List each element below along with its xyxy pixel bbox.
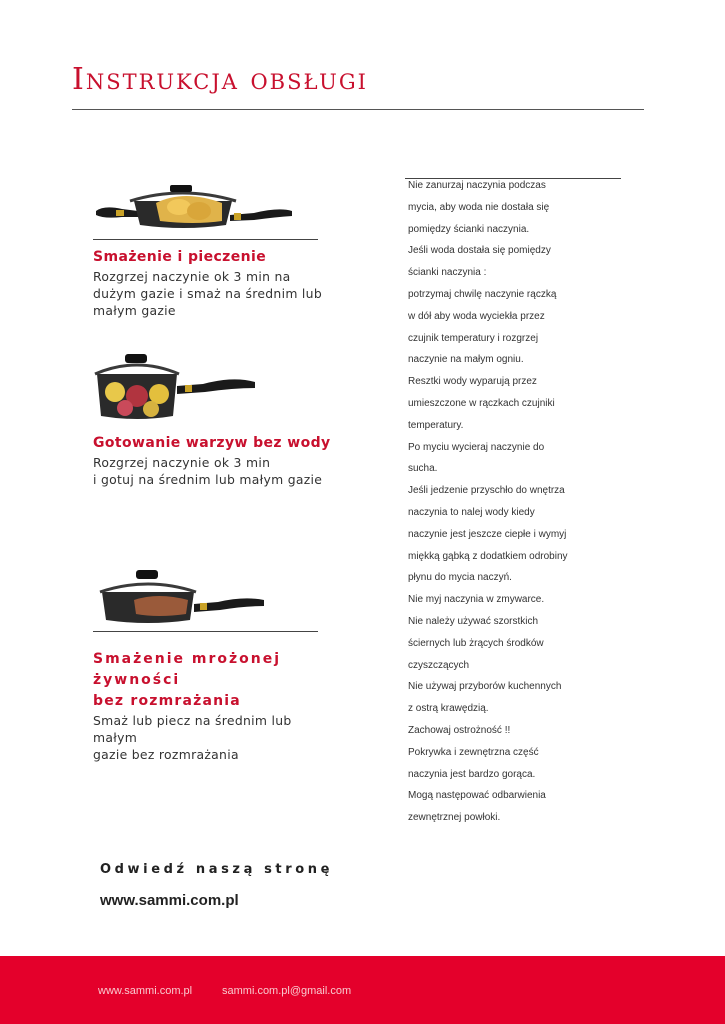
care-line: Jeśli jedzenie przyschło do wnętrza — [408, 485, 565, 497]
care-line: w dół aby woda wyciekła przez — [408, 310, 545, 322]
care-line: Pokrywka i zewnętrzna część — [408, 746, 539, 758]
care-line: Mogą następować odbarwienia — [408, 790, 546, 802]
footer-email-link[interactable]: sammi.com.pl@gmail.com — [222, 985, 352, 997]
care-line: zewnętrznej powłoki. — [408, 812, 501, 824]
care-instructions — [408, 175, 628, 829]
section-text-line: Rozgrzej naczynie ok 3 min na — [93, 269, 291, 284]
care-line: czyszczących — [408, 659, 470, 671]
section-text-line: Smaż lub piecz na średnim lub małym — [93, 713, 292, 745]
section-heading: Gotowanie warzyw bez wody — [93, 435, 331, 451]
care-line: Po myciu wycieraj naczynie do — [408, 441, 545, 453]
care-line: potrzymaj chwilę naczynie rączką — [408, 288, 557, 300]
title-divider — [72, 109, 644, 110]
section-heading: bez rozmrażania — [93, 693, 241, 709]
section-text-line: małym gazie — [93, 303, 176, 318]
section-divider — [93, 631, 318, 632]
page-title: Instrukcja obsługi — [72, 62, 368, 97]
care-line: naczynia jest bardzo gorąca. — [408, 768, 536, 780]
care-line: z ostrą krawędzią. — [408, 703, 489, 715]
footer-bar — [0, 956, 725, 1024]
section-text-line: gazie bez rozmrażania — [93, 747, 239, 762]
care-line: naczynie jest jeszcze ciepłe i wymyj — [408, 528, 567, 540]
care-line: umieszczone w rączkach czujniki — [408, 397, 555, 409]
frying-pan-frozen-food-image — [98, 566, 266, 626]
care-line: naczynia to nalej wody kiedy — [408, 506, 535, 518]
care-line: miękką gąbką z dodatkiem odrobiny — [408, 550, 568, 562]
section-frozen-food — [93, 649, 333, 763]
care-line: pomiędzy ścianki naczynia. — [408, 223, 530, 235]
care-line: Nie zanurzaj naczynia podczas — [408, 180, 546, 191]
frying-pan-image — [94, 183, 294, 235]
care-line: Resztki wody wyparują przez — [408, 376, 537, 388]
care-line: Nie należy używać szorstkich — [408, 615, 539, 627]
section-text-line: dużym gazie i smaż na średnim lub — [93, 286, 322, 301]
care-line: ścianki naczynia : — [408, 267, 487, 279]
care-line: czujnik temperatury i rozgrzej — [408, 332, 539, 344]
section-frying — [93, 247, 333, 319]
section-steaming — [93, 433, 333, 488]
section-heading: Smażenie i pieczenie — [93, 249, 267, 265]
care-line: naczynie na małym ogniu. — [408, 354, 524, 366]
footer-website-link[interactable]: www.sammi.com.pl — [98, 985, 193, 997]
section-divider — [93, 239, 318, 240]
visit-label: Odwiedź naszą stronę — [100, 862, 334, 877]
pot-with-vegetables-image — [93, 352, 263, 424]
care-line: temperatury. — [408, 419, 464, 431]
section-heading: Smażenie mrożonej żywności — [93, 651, 282, 688]
section-text-line: Rozgrzej naczynie ok 3 min — [93, 455, 271, 470]
care-line: ściernych lub żrących środków — [408, 637, 544, 649]
care-line: Zachowaj ostrożność !! — [408, 724, 511, 736]
care-line: płynu do mycia naczyń. — [408, 572, 512, 584]
website-link[interactable]: www.sammi.com.pl — [100, 892, 239, 909]
care-line: Nie myj naczynia w zmywarce. — [408, 594, 545, 606]
care-line: sucha. — [408, 463, 438, 475]
care-line: mycia, aby woda nie dostała się — [408, 201, 550, 213]
section-text-line: i gotuj na średnim lub małym gazie — [93, 472, 323, 487]
care-line: Nie używaj przyborów kuchennych — [408, 681, 562, 693]
care-line: Jeśli woda dostała się pomiędzy — [408, 245, 551, 257]
